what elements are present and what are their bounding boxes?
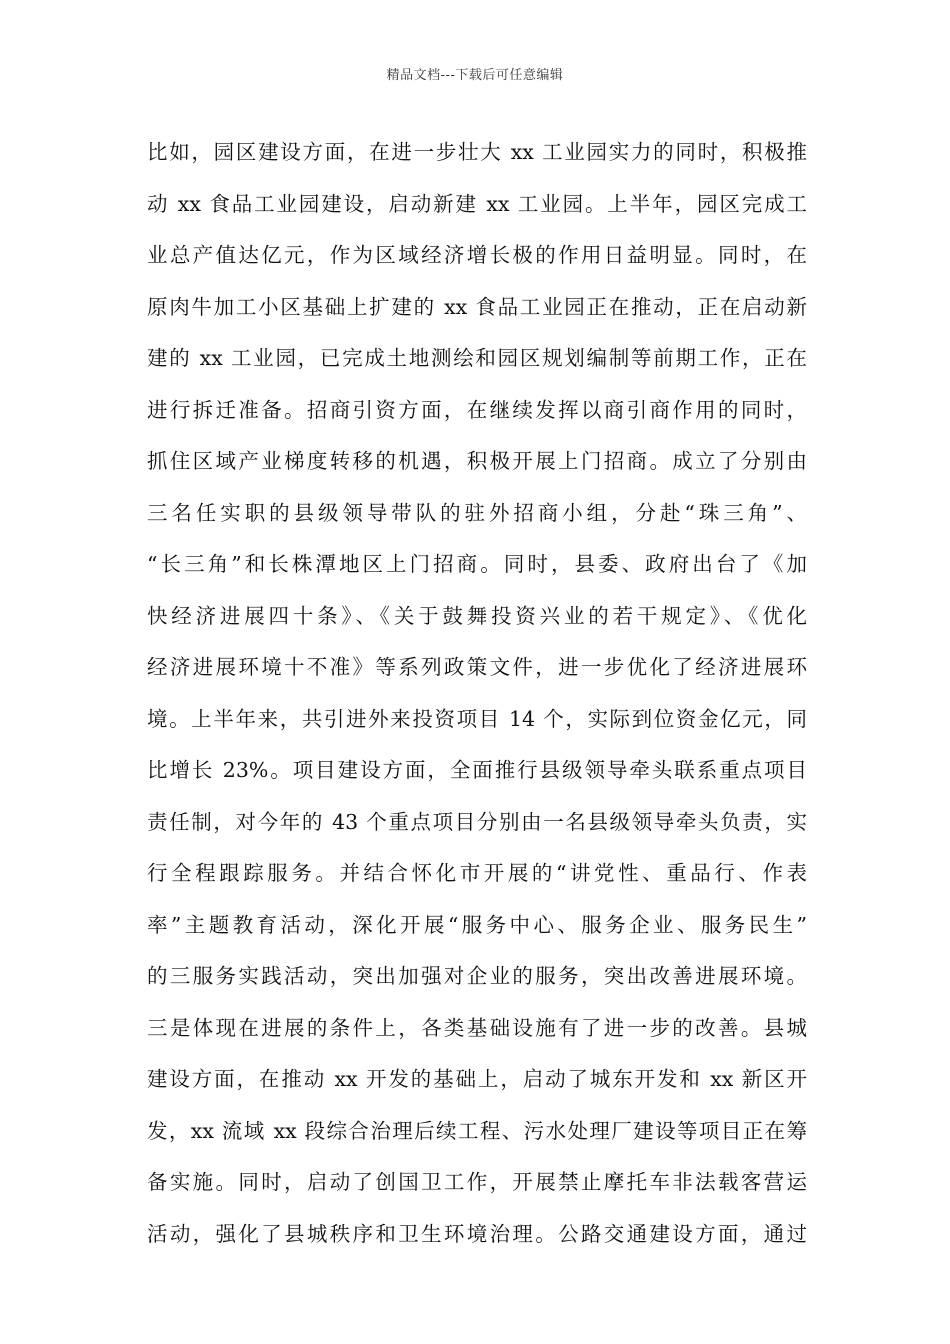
body-line: 责任制，对今年的 43 个重点项目分别由一名县级领导牵头负责，实 [147,809,807,834]
body-line: 抓住区域产业梯度转移的机遇，积极开展上门招商。成立了分别由 [147,449,807,473]
body-line: 境。上半年来，共引进外来投资项目 14 个，实际到位资金亿元，同 [147,706,807,731]
body-line: 业总产值达亿元，作为区域经济增长极的作用日益明显。同时，在 [147,243,807,267]
body-line: 建设方面，在推动 xx 开发的基础上，启动了城东开发和 xx 新区开 [147,1067,807,1091]
document-body [147,127,807,1260]
body-line: 比如，园区建设方面，在进一步壮大 xx 工业园实力的同时，积极推 [147,140,807,164]
body-line: 快经济进展四十条》、《关于鼓舞投资兴业的若干规定》、《优化 [147,603,807,628]
body-line: 备实施。同时，启动了创国卫工作，开展禁止摩托车非法载客营运 [147,1170,807,1194]
page-header: 精品文档---下载后可任意编辑 [386,68,564,83]
body-line: 建的 xx 工业园，已完成土地测绘和园区规划编制等前期工作，正在 [147,346,807,370]
body-line: 三名任实职的县级领导带队的驻外招商小组，分赴“珠三角”、 [147,500,807,525]
body-line: 动 xx 食品工业园建设，启动新建 xx 工业园。上半年，园区完成工 [147,191,807,216]
body-line: 活动，强化了县城秩序和卫生环境治理。公路交通建设方面，通过 [147,1221,807,1246]
body-line: 行全程跟踪服务。并结合怀化市开展的“讲党性、重品行、作表 [147,861,807,885]
body-line: 的三服务实践活动，突出加强对企业的服务，突出改善进展环境。 [147,964,807,988]
body-line: 三是体现在进展的条件上，各类基础设施有了进一步的改善。县城 [147,1015,807,1040]
body-line: 经济进展环境十不准》等系列政策文件，进一步优化了经济进展环 [147,655,807,679]
body-line: 进行拆迁准备。招商引资方面，在继续发挥以商引商作用的同时， [147,397,807,422]
body-line: 原肉牛加工小区基础上扩建的 xx 食品工业园正在推动，正在启动新 [147,294,807,319]
body-line: 发，xx 流域 xx 段综合治理后续工程、污水处理厂建设等项目正在筹 [147,1118,807,1143]
body-line: “长三角”和长株潭地区上门招商。同时，县委、政府出台了《加 [147,552,807,576]
body-line: 率”主题教育活动，深化开展“服务中心、服务企业、服务民生” [147,912,807,937]
body-line: 比增长 23%。项目建设方面，全面推行县级领导牵头联系重点项目 [147,758,807,782]
